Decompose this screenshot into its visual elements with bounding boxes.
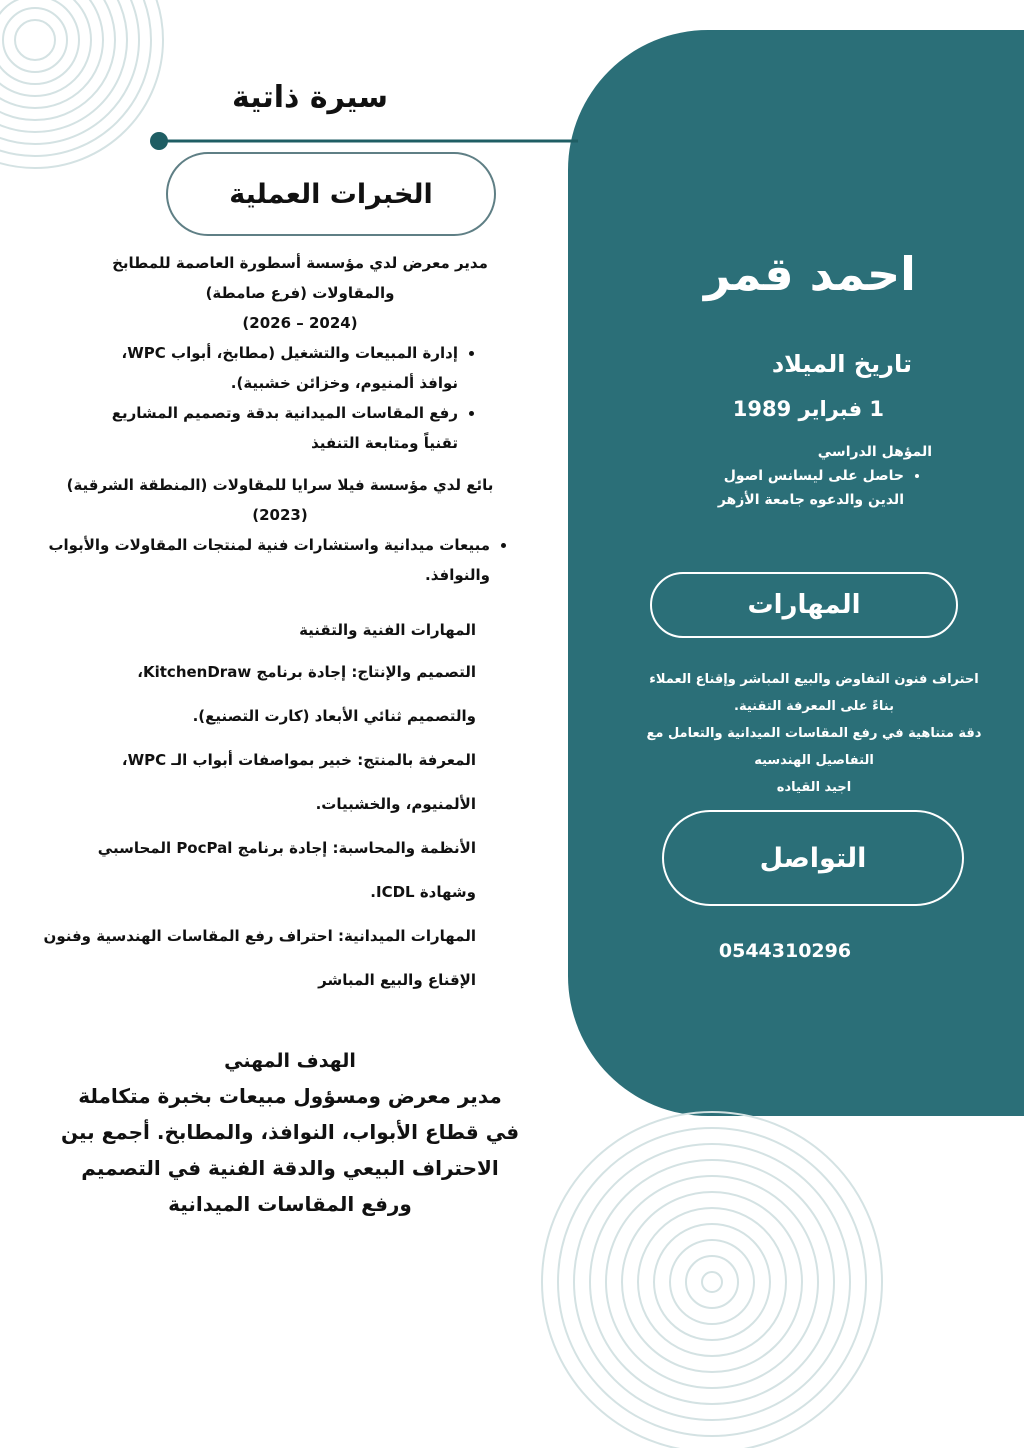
job2-bullet-1-line1: مبيعات ميدانية واستشارات فنية لمنتجات المقاولات والأبواب [48, 536, 490, 554]
tech-skills-line-4: الألمنيوم، والخشبيات. [315, 795, 476, 813]
skills-line-2: بناءً على المعرفة التقنية. [734, 699, 894, 714]
job2-bullet-1-line2: والنوافذ. [425, 566, 490, 584]
tech-skills-line-7: المهارات الميدانية: احتراف رفع المقاسات الهندسية وفنون [43, 927, 476, 945]
tech-skills-line-2: والتصميم ثنائي الأبعاد (كارت التصنيع). [192, 707, 476, 725]
contact-heading-label: التواصل [759, 842, 867, 874]
education-item [640, 464, 904, 512]
objective-heading: الهدف المهني [224, 1050, 356, 1072]
job1-bullets [80, 338, 480, 458]
job1-bullet-1-line2: نوافذ ألمنيوم، وخزائن خشبية). [230, 374, 458, 392]
objective-line-4: ورفع المقاسات الميدانية [168, 1192, 412, 1216]
tech-skills-block [36, 614, 476, 1008]
job1-bullet-1-line1: إدارة المبيعات والتشغيل (مطابخ، أبواب WPC، [121, 344, 458, 362]
education-block [640, 464, 920, 512]
birth-label: تاريخ الميلاد [771, 350, 912, 378]
skills-heading-label: المهارات [747, 590, 861, 620]
education-line2: الدين والدعوه جامعة الأزهر [717, 492, 904, 508]
experience-heading-label: الخبرات العملية [229, 178, 433, 210]
decorative-rings-top [0, 0, 170, 180]
job1-period: (2024 – 2026) [242, 314, 358, 332]
tech-skills-line-1: التصميم والإنتاج: إجادة برنامج KitchenDraw، [137, 663, 476, 681]
birth-date: 1 فبراير 1989 [732, 397, 884, 421]
skills-line-1: احتراف فنون التفاوض والبيع المباشر وإقناع العملاء [649, 672, 979, 687]
job1-bullet-2-line1: رفع المقاسات الميدانية بدقة وتصميم المشاريع [111, 404, 458, 422]
education-line1: حاصل على ليسانس اصول [723, 468, 904, 484]
connector-line [148, 130, 578, 154]
job2-period: (2023) [252, 506, 308, 524]
job2-block [40, 470, 520, 530]
tech-skills-line-8: الإقناع والبيع المباشر [318, 971, 476, 989]
phone-number[interactable]: 0544310296 [718, 940, 852, 962]
skills-list [600, 666, 1024, 801]
tech-skills-line-3: المعرفة بالمنتج: خبير بمواصفات أبواب الـ WPC، [121, 751, 476, 769]
contact-heading [662, 810, 964, 906]
education-label: المؤهل الدراسي [817, 444, 932, 460]
person-name: احمد قمر [704, 247, 916, 301]
objective-line-1: مدير معرض ومسؤول مبيعات بخبرة متكاملة [78, 1084, 502, 1108]
objective-block [40, 1044, 540, 1222]
skills-line-5: اجيد القياده [776, 780, 852, 795]
tech-skills-line-5: الأنظمة والمحاسبة: إجادة برنامج PocPal المحاسبي [97, 839, 476, 857]
job1-title-line1: مدير معرض لدي مؤسسة أسطورة العاصمة للمطابخ [112, 254, 488, 272]
job1-bullet-2-line2: تقنياً ومتابعة التنفيذ [311, 434, 458, 452]
objective-line-2: في قطاع الأبواب، النوافذ، والمطابخ. أجمع بين [60, 1120, 520, 1144]
job2-title: بائع لدي مؤسسة فيلا سرايا للمقاولات (المنطقة الشرقية) [66, 476, 494, 494]
job2-bullets [22, 530, 512, 590]
job1-bullet-1 [80, 338, 458, 398]
experience-heading [166, 152, 496, 236]
skills-heading [650, 572, 958, 638]
objective-line-3: الاحتراف البيعي والدقة الفنية في التصميم [81, 1156, 499, 1180]
job1-block [60, 248, 540, 338]
job1-bullet-2 [80, 398, 458, 458]
tech-skills-heading: المهارات الفنية والتقنية [299, 621, 476, 639]
job1-title-line2: والمقاولات (فرع صامطة) [205, 284, 395, 302]
tech-skills-line-6: وشهادة ICDL. [370, 883, 476, 901]
skills-line-4: التفاصيل الهندسيه [754, 753, 874, 768]
job2-bullet-1 [22, 530, 490, 590]
skills-line-3: دقة متناهية في رفع المقاسات الميدانية والتعامل مع [646, 726, 982, 741]
cv-title: سيرة ذاتية [232, 80, 388, 115]
decorative-rings-bottom [530, 1100, 900, 1448]
